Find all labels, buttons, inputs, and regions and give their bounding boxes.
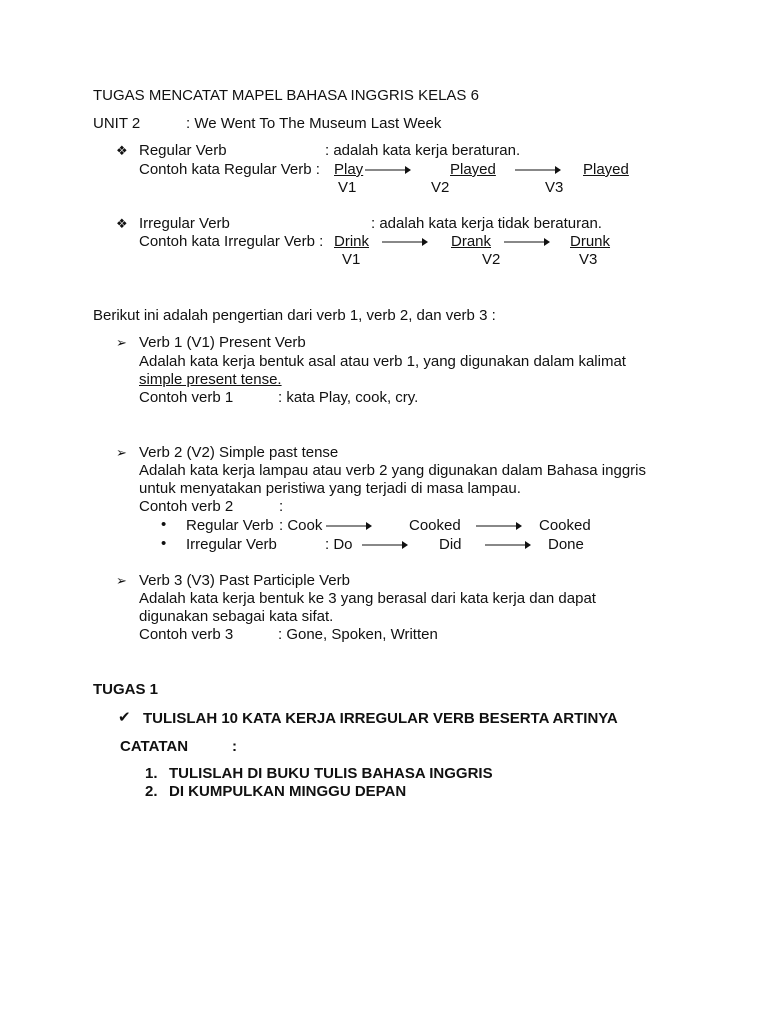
v2-irregular-v3: Done [548,536,584,553]
regular-example-label: Contoh kata Regular Verb : [139,161,320,178]
v3-example-value: : Gone, Spoken, Written [278,626,438,643]
arrow-right-icon [515,166,561,174]
arrowhead-bullet-icon: ➢ [116,573,127,588]
unit-title: : We Went To The Museum Last Week [186,115,442,132]
irregular-level-v3: V3 [579,251,598,268]
v2-regular-v3: Cooked [539,517,591,534]
v2-irregular-v2: Did [439,536,462,553]
v2-regular-label: Regular Verb [186,517,274,534]
v1-example-label: Contoh verb 1 [139,389,234,406]
v2-definition-line2: untuk menyatakan peristiwa yang terjadi di masa lampau. [139,480,521,497]
diamond-bullet-icon: ❖ [116,216,128,231]
v2-definition-line1: Adalah kata kerja lampau atau verb 2 yang digunakan dalam Bahasa inggris [139,462,646,479]
checkmark-icon: ✔ [118,709,131,726]
note-colon: : [232,738,237,755]
note-text: DI KUMPULKAN MINGGU DEPAN [169,783,407,800]
note-number: 1. [145,765,158,782]
v1-title: Verb 1 (V1) Present Verb [139,334,306,351]
v1-example-value: : kata Play, cook, cry. [278,389,419,406]
irregular-example-label: Contoh kata Irregular Verb : [139,233,324,250]
v2-regular-v1: : Cook [279,517,323,534]
page-title: TUGAS MENCATAT MAPEL BAHASA INGGRIS KELAS 6 [93,87,479,104]
regular-form-v3: Played [583,161,629,178]
regular-verb-term: Regular Verb [139,142,227,159]
arrowhead-bullet-icon: ➢ [116,445,127,460]
regular-form-v2: Played [450,161,496,178]
v2-irregular-label: Irregular Verb [186,536,277,553]
bullet-dot-icon: • [161,516,167,533]
v2-example-label: Contoh verb 2 [139,498,234,515]
arrow-right-icon [476,522,522,530]
unit-label: UNIT 2 [93,115,141,132]
bullet-dot-icon: • [161,535,167,552]
irregular-level-v1: V1 [342,251,361,268]
arrow-right-icon [326,522,372,530]
v3-definition-line2: digunakan sebagai kata sifat. [139,608,334,625]
irregular-form-v2: Drank [451,233,492,250]
v3-title: Verb 3 (V3) Past Participle Verb [139,572,350,589]
irregular-level-v2: V2 [482,251,501,268]
irregular-verb-definition: : adalah kata kerja tidak beraturan. [371,215,602,232]
note-number: 2. [145,783,158,800]
regular-level-v2: V2 [431,179,450,196]
v2-title: Verb 2 (V2) Simple past tense [139,444,339,461]
arrow-right-icon [485,541,531,549]
diamond-bullet-icon: ❖ [116,143,128,158]
v2-regular-v2: Cooked [409,517,461,534]
regular-level-v1: V1 [338,179,357,196]
arrow-right-icon [382,238,428,246]
irregular-verb-term: Irregular Verb [139,215,230,232]
task-instruction: TULISLAH 10 KATA KERJA IRREGULAR VERB BESERTA ARTINYA [143,710,618,727]
v3-definition-line1: Adalah kata kerja bentuk ke 3 yang berasal dari kata kerja dan dapat [139,590,596,607]
irregular-form-v3: Drunk [570,233,611,250]
arrow-right-icon [362,541,408,549]
regular-form-v1: Play [334,161,364,178]
v3-example-label: Contoh verb 3 [139,626,234,643]
arrow-right-icon [504,238,550,246]
intro-text: Berikut ini adalah pengertian dari verb 1, verb 2, dan verb 3 : [93,307,496,324]
arrowhead-bullet-icon: ➢ [116,335,127,350]
v2-example-colon: : [279,498,284,515]
regular-verb-definition: : adalah kata kerja beraturan. [325,142,521,159]
note-text: TULISLAH DI BUKU TULIS BAHASA INGGRIS [169,765,493,782]
v2-irregular-v1: : Do [325,536,353,553]
arrow-right-icon [365,166,411,174]
v1-definition-line1: Adalah kata kerja bentuk asal atau verb 1, yang digunakan dalam kalimat [139,353,626,370]
note-label: CATATAN [120,738,189,755]
task-title: TUGAS 1 [93,681,159,698]
irregular-form-v1: Drink [334,233,370,250]
v1-definition-line2: simple present tense. [139,371,282,388]
regular-level-v3: V3 [545,179,564,196]
